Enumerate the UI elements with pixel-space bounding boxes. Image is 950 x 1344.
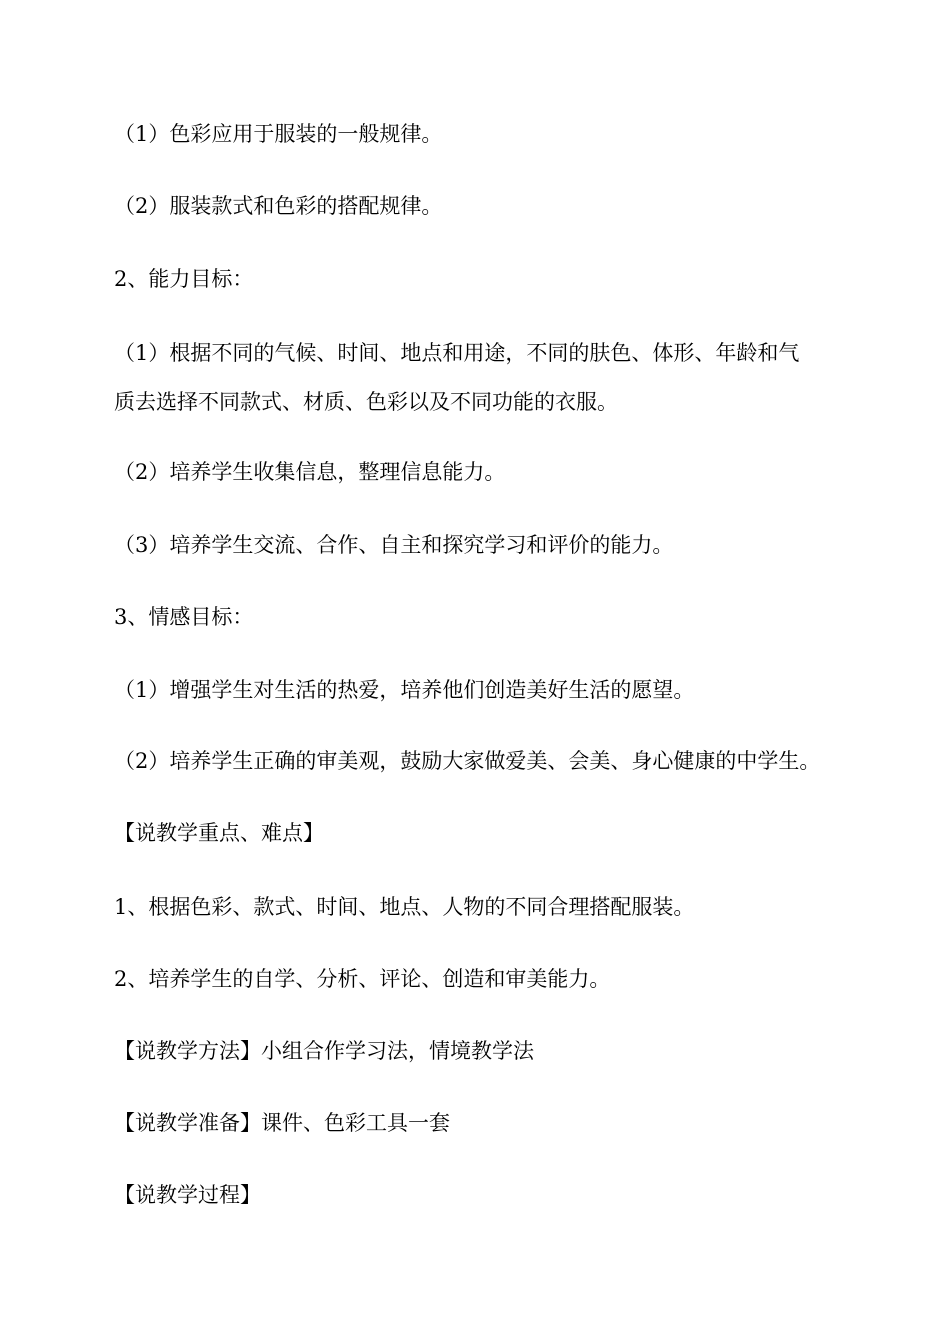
section-teaching-process: 【说教学过程】 — [114, 1183, 261, 1207]
section-heading-ability: 2、能力目标： — [114, 267, 254, 291]
ability-item-2: （2）培养学生收集信息，整理信息能力。 — [114, 460, 506, 484]
section-teaching-preparation: 【说教学准备】课件、色彩工具一套 — [114, 1111, 450, 1135]
ability-item-3: （3）培养学生交流、合作、自主和探究学习和评价的能力。 — [114, 533, 674, 557]
section-heading-emotion: 3、情感目标： — [114, 605, 254, 629]
ability-item-1-line-2: 质去选择不同款式、材质、色彩以及不同功能的衣服。 — [114, 390, 618, 414]
emotion-item-2: （2）培养学生正确的审美观，鼓励大家做爱美、会美、身心健康的中学生。 — [114, 749, 821, 773]
section-heading-key-points: 【说教学重点、难点】 — [114, 821, 324, 845]
key-point-2: 2、培养学生的自学、分析、评论、创造和审美能力。 — [114, 967, 611, 991]
ability-item-1-line-1: （1）根据不同的气候、时间、地点和用途，不同的肤色、体形、年龄和气 — [114, 341, 800, 365]
objective-item-2: （2）服装款式和色彩的搭配规律。 — [114, 194, 443, 218]
emotion-item-1: （1）增强学生对生活的热爱，培养他们创造美好生活的愿望。 — [114, 678, 695, 702]
objective-item-1: （1）色彩应用于服装的一般规律。 — [114, 122, 443, 146]
section-teaching-method: 【说教学方法】小组合作学习法，情境教学法 — [114, 1039, 534, 1063]
key-point-1: 1、根据色彩、款式、时间、地点、人物的不同合理搭配服装。 — [114, 895, 695, 919]
